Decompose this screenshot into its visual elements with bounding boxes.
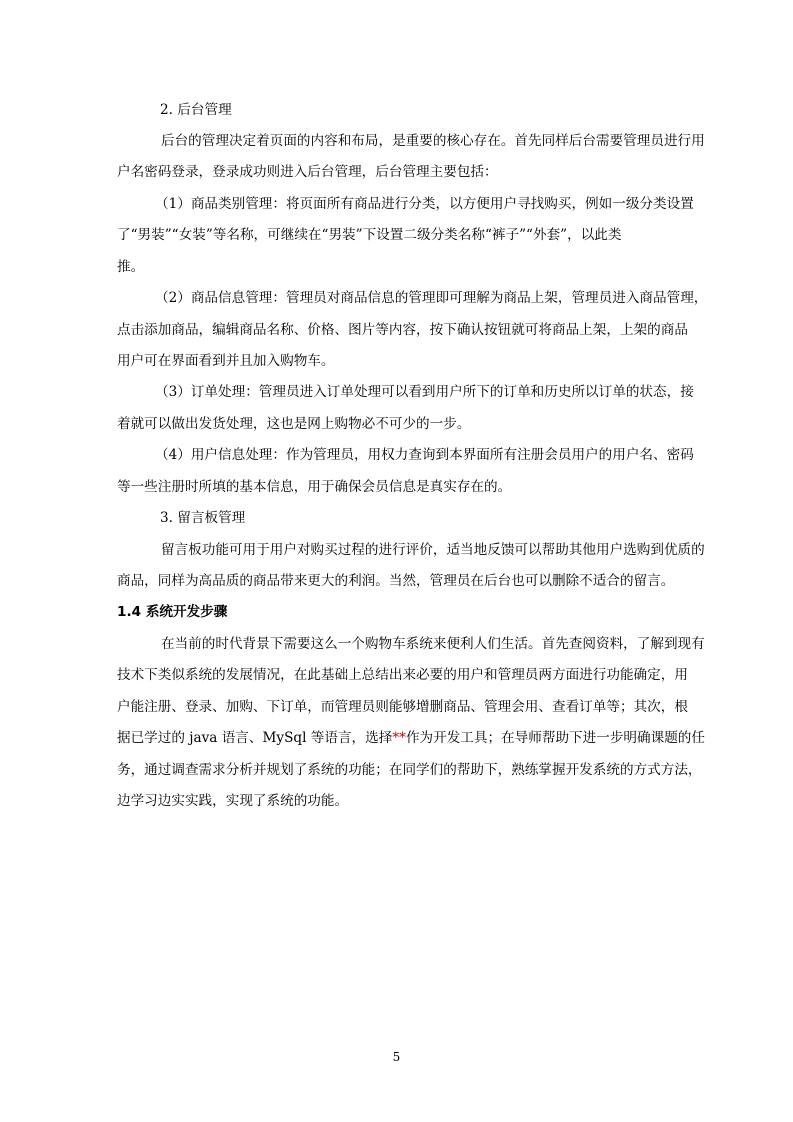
paragraph-line: 在当前的时代背景下需要这么一个购物车系统来便利人们生活。首先查阅资料，了解到现有 — [161, 636, 705, 652]
list-item-line: 等一些注册时所填的基本信息，用于确保会员信息是真实存在的。 — [117, 479, 512, 495]
paragraph-line: 商品，同样为高品质的商品带来更大的利润。当然，管理员在后台也可以删除不适合的留言。 — [117, 573, 675, 589]
list-item-line: 推。 — [117, 259, 145, 275]
highlight-marker: ** — [392, 730, 406, 746]
paragraph-line: 技术下类似系统的发展情况，在此基础上总结出来必要的用户和管理员两方面进行功能确定，用 — [117, 667, 688, 683]
list-item-line: （2）商品信息管理：管理员对商品信息的管理即可理解为商品上架，管理员进入商品管理， — [155, 290, 708, 306]
paragraph-line — [117, 728, 705, 748]
paragraph-line: 留言板功能可用于用户对购买过程的进行评价，适当地反馈可以帮助其他用户选购到优质的 — [161, 542, 705, 558]
paragraph-line: 户名密码登录，登录成功则进入后台管理，后台管理主要包括： — [117, 164, 498, 180]
paragraph-line: 边学习边实实践，实现了系统的功能。 — [117, 793, 349, 809]
paragraph-line: 户能注册、登录、加购、下订单，而管理员则能够增删商品、管理会用、查看订单等；其次，根 — [117, 699, 688, 715]
paragraph-line: 务，通过调查需求分析并规划了系统的功能；在同学们的帮助下，熟练掌握开发系统的方式方法， — [117, 762, 702, 778]
list-item-line: 了“男装”“女装”等名称，可继续在“男装”下设置二级分类名称“裤子”“外套”，以此类 — [117, 227, 622, 243]
list-item-line: 点击添加商品，编辑商品名称、价格、图片等内容，按下确认按钮就可将商品上架，上架的商品 — [117, 322, 688, 338]
text-segment: 据已学过的 java 语言、MySql 等语言，选择 — [117, 730, 393, 746]
list-item-line: 用户可在界面看到并且加入购物车。 — [117, 353, 335, 369]
section-3-title: 3. 留言板管理 — [160, 510, 246, 526]
paragraph-line: 后台的管理决定着页面的内容和布局，是重要的核心存在。首先同样后台需要管理员进行用 — [161, 133, 705, 149]
section-1-4-heading: 1.4 系统开发步骤 — [117, 604, 228, 620]
list-item-line: （1）商品类别管理：将页面所有商品进行分类，以方便用户寻找购买，例如一级分类设置 — [155, 196, 694, 212]
page-number: 5 — [392, 1050, 401, 1064]
text-segment: 作为开发工具；在导师帮助下进一步明确课题的任 — [405, 730, 705, 746]
list-item-line: （3）订单处理：管理员进入订单处理可以看到用户所下的订单和历史所以订单的状态，接 — [155, 384, 694, 400]
section-2-title: 2. 后台管理 — [160, 102, 232, 118]
list-item-line: （4）用户信息处理：作为管理员，用权力查询到本界面所有注册会员用户的用户名、密码 — [155, 447, 694, 463]
list-item-line: 着就可以做出发货处理，这也是网上购物必不可少的一步。 — [117, 416, 471, 432]
